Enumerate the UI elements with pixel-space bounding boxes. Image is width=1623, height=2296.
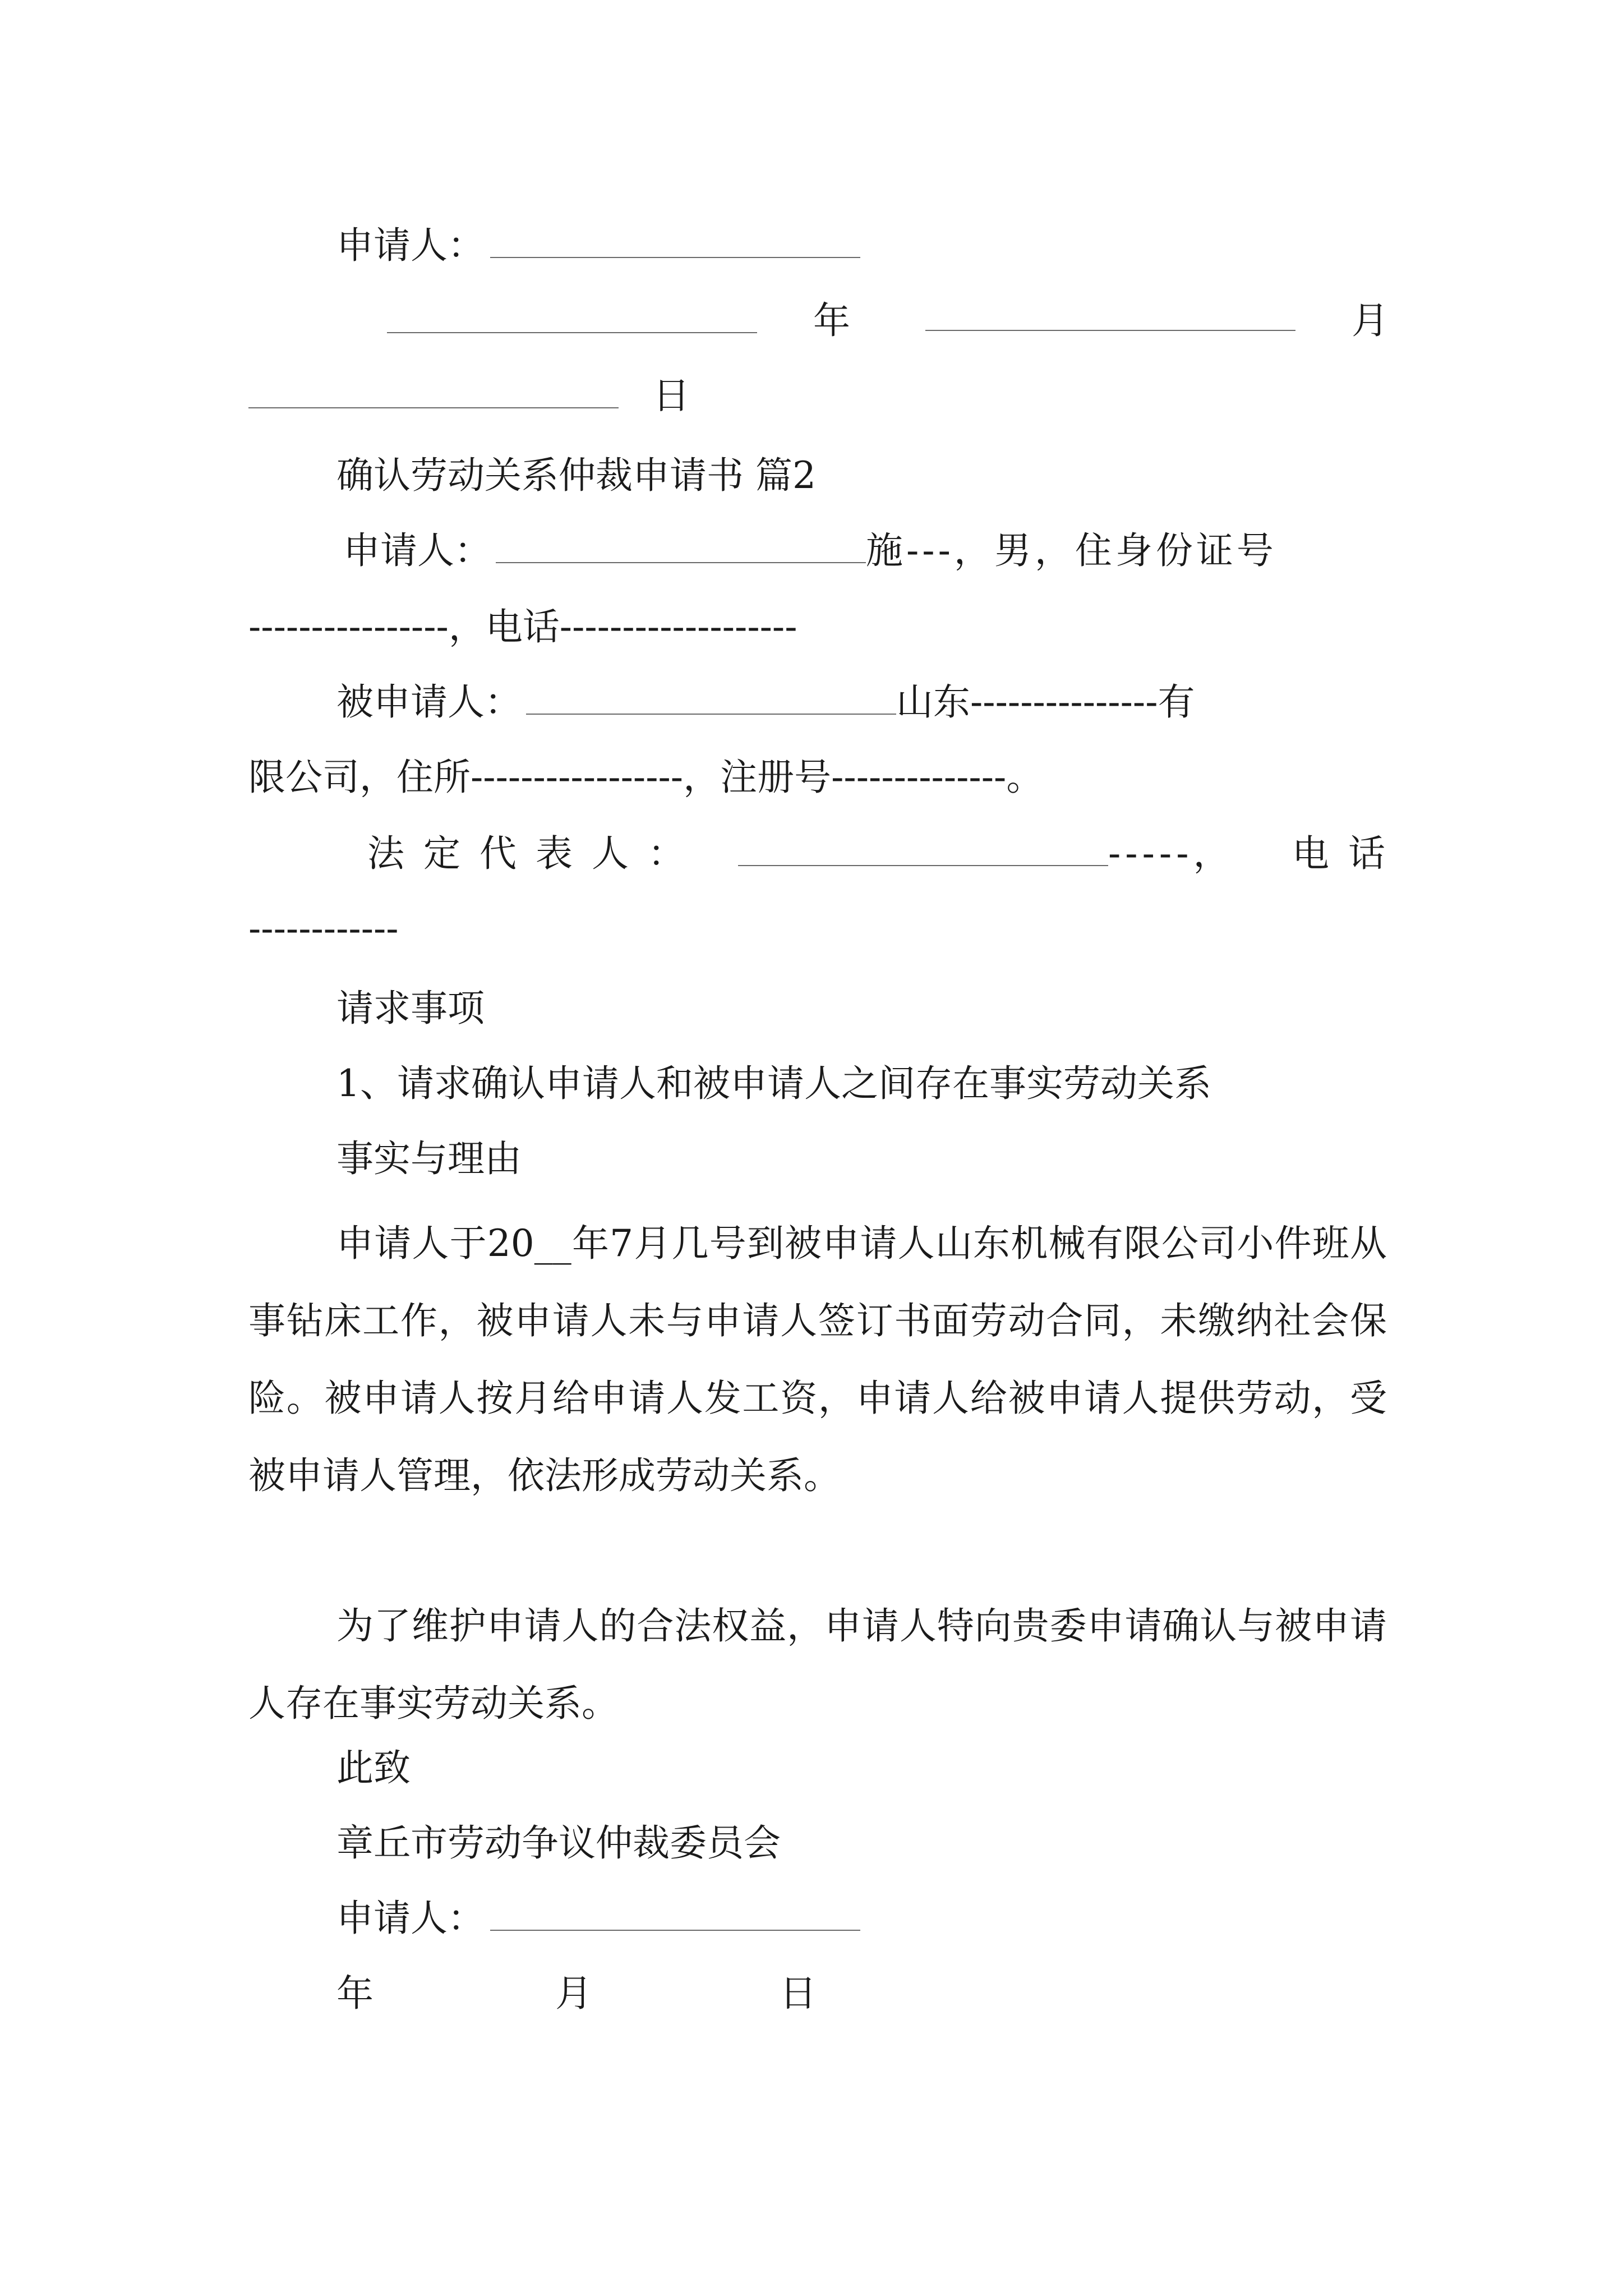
respondent-line-cont: 限公司，住所-----------------，注册号--------------。 bbox=[248, 756, 1044, 799]
month-blank bbox=[925, 330, 1295, 331]
request-paragraph: 为了维护申请人的合法权益，申请人特向贵委申请确认与被申请人存在事实劳动关系。 bbox=[248, 1604, 1387, 1725]
signature-year: 年 bbox=[336, 1972, 374, 2015]
prev-date-line-2 bbox=[248, 374, 690, 418]
claim-item-1: 1、请求确认申请人和被申请人之间存在事实劳动关系 bbox=[336, 1062, 1211, 1105]
facts-paragraph: 申请人于20__年7月几号到被申请人山东机械有限公司小件班从事钻床工作，被申请人未与申请人签订书面劳动合同，未缴纳社会保险。被申请人按月给申请人发工资，申请人给被申请人提供劳动，受被申请人管理，依法形成劳动关系。 bbox=[248, 1222, 1387, 1497]
section-title: 确认劳动关系仲裁申请书 篇2 bbox=[336, 454, 816, 497]
claims-heading: 请求事项 bbox=[336, 987, 485, 1030]
legal-rep-phone-label: 电话 bbox=[1292, 832, 1385, 875]
recipient: 章丘市劳动争议仲裁委员会 bbox=[336, 1821, 781, 1865]
day-label: 日 bbox=[652, 374, 690, 417]
month-label: 月 bbox=[1352, 299, 1389, 342]
legal-rep-line bbox=[367, 831, 1385, 876]
closing-salutation: 此致 bbox=[336, 1746, 411, 1789]
applicant-label-2: 申请人： bbox=[343, 529, 491, 572]
signature-date-line bbox=[336, 1971, 841, 2016]
respondent-label: 被申请人： bbox=[336, 680, 522, 724]
applicant-name-tail: 施---，男，住身份证号 bbox=[866, 529, 1277, 572]
facts-heading: 事实与理由 bbox=[336, 1137, 522, 1180]
signature-applicant-blank bbox=[490, 1930, 860, 1931]
legal-rep-blank bbox=[738, 865, 1108, 866]
applicant-name-blank bbox=[496, 562, 866, 563]
legal-rep-tail: -----， bbox=[1108, 832, 1235, 875]
signature-applicant-label: 申请人： bbox=[336, 1897, 485, 1940]
applicant-line bbox=[343, 528, 1277, 573]
legal-rep-label: 法定代表人： bbox=[367, 832, 704, 875]
respondent-line bbox=[336, 680, 1195, 725]
prev-applicant-line bbox=[336, 223, 860, 268]
year-label: 年 bbox=[813, 299, 850, 342]
applicant-label: 申请人： bbox=[336, 224, 485, 267]
respondent-blank bbox=[526, 714, 896, 715]
respondent-tail: 山东---------------有 bbox=[896, 680, 1195, 724]
signature-day: 日 bbox=[780, 1972, 817, 2015]
signature-month: 月 bbox=[555, 1972, 592, 2015]
legal-rep-line-cont: ------------ bbox=[248, 907, 399, 950]
day-blank bbox=[248, 407, 619, 408]
year-blank bbox=[387, 332, 757, 333]
applicant-blank bbox=[490, 257, 860, 258]
signature-applicant-line bbox=[336, 1896, 860, 1941]
prev-date-line-1 bbox=[387, 298, 1389, 343]
applicant-line-cont: ----------------，电话------------------- bbox=[248, 605, 797, 648]
